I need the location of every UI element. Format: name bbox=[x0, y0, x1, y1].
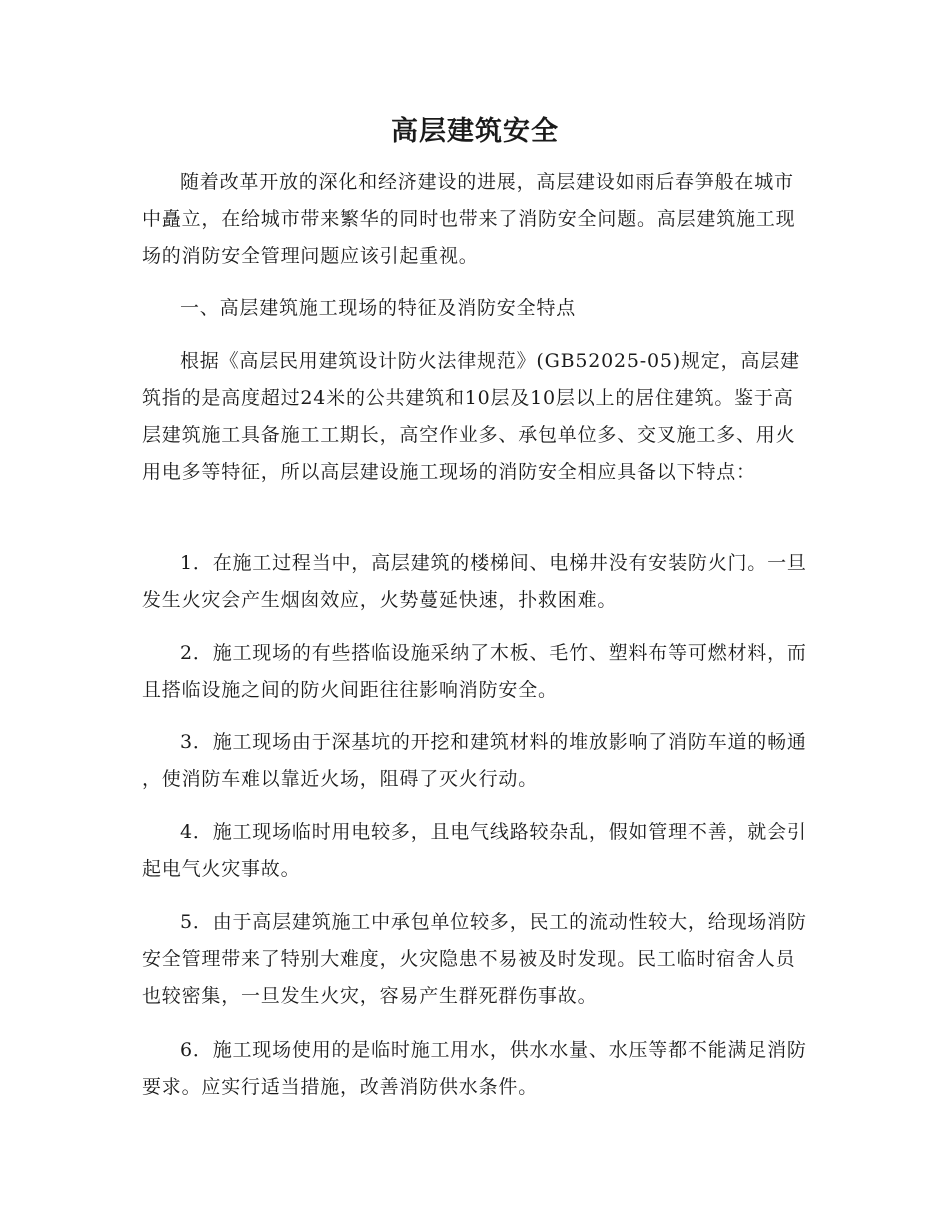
list-item-2 bbox=[142, 635, 808, 709]
list-item-5 bbox=[142, 904, 808, 1015]
list-item-3 bbox=[142, 724, 808, 798]
list-item-4 bbox=[142, 814, 808, 888]
document-title: 高层建筑安全 bbox=[391, 116, 559, 147]
paragraph-intro bbox=[142, 164, 808, 275]
section-heading-text: 一、高层建筑施工现场的特征及消防安全特点 bbox=[180, 297, 577, 319]
paragraph-text: 根据《高层民用建筑设计防火法律规范》(GB52025-05)规定，高层建筑指的是高度超过24米的公共建筑和10层及10层以上的居住建筑。鉴于高层建筑施工具备施工工期长，高空作业多、承包单位多、交叉施工多、用火用电多等特征，所以高层建设施工现场的消防安全相应具备以下特点： bbox=[142, 350, 800, 483]
section-heading bbox=[142, 290, 808, 327]
paragraph-regulation bbox=[142, 343, 808, 491]
list-item-6 bbox=[142, 1032, 808, 1106]
list-item-text: 1．在施工过程当中，高层建筑的楼梯间、电梯井没有安装防火门。一旦发生火灾会产生烟囱效应，火势蔓延快速，扑救困难。 bbox=[142, 552, 807, 611]
list-item-text: 5．由于高层建筑施工中承包单位较多，民工的流动性较大，给现场消防安全管理带来了特别大难度，火灾隐患不易被及时发现。民工临时宿舍人员也较密集，一旦发生火灾，容易产生群死群伤事故。 bbox=[142, 911, 807, 1007]
paragraph-text: 随着改革开放的深化和经济建设的进展，高层建设如雨后春笋般在城市中矗立，在给城市带来繁华的同时也带来了消防安全问题。高层建筑施工现场的消防安全管理问题应该引起重视。 bbox=[142, 171, 796, 267]
list-item-text: 2．施工现场的有些搭临设施采纳了木板、毛竹、塑料布等可燃材料，而且搭临设施之间的防火间距往往影响消防安全。 bbox=[142, 642, 807, 701]
list-item-text: 3．施工现场由于深基坑的开挖和建筑材料的堆放影响了消防车道的畅通，使消防车难以靠近火场，阻碍了灭火行动。 bbox=[142, 731, 807, 790]
list-item-text: 6．施工现场使用的是临时施工用水，供水水量、水压等都不能满足消防要求。应实行适当措施，改善消防供水条件。 bbox=[142, 1039, 807, 1098]
list-item-1 bbox=[142, 545, 808, 619]
list-item-text: 4．施工现场临时用电较多，且电气线路较杂乱，假如管理不善，就会引起电气火灾事故。 bbox=[142, 821, 807, 880]
